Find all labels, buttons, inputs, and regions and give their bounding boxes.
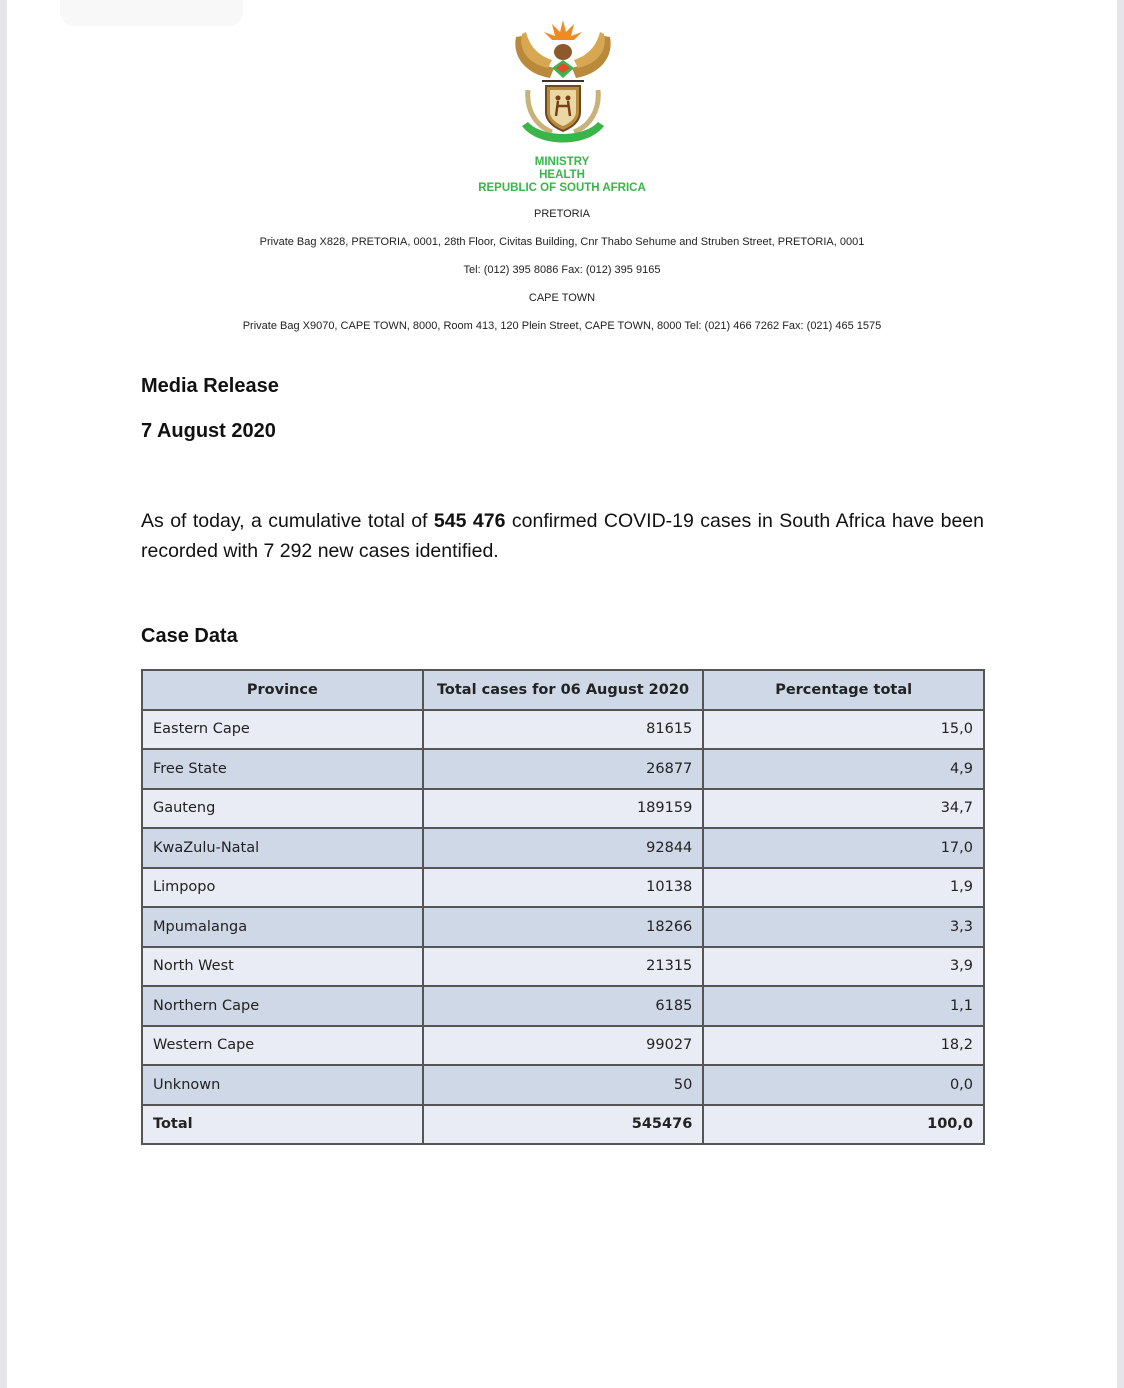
table-header-row: [142, 670, 984, 710]
percentage-cell: 3,3: [703, 907, 984, 947]
province-cell: Free State: [142, 749, 423, 789]
cases-cell: 189159: [423, 789, 704, 829]
summary-text-end: confirmed COVID-19 cases in South Africa have been recorded with 7 292 new cases identified.: [141, 510, 984, 562]
total-cases-cell: 545476: [423, 1105, 704, 1145]
capetown-label: CAPE TOWN: [528, 292, 596, 304]
province-cell: Western Cape: [142, 1026, 423, 1066]
table-row: [142, 986, 984, 1026]
cases-cell: 92844: [423, 828, 704, 868]
percentage-cell: 34,7: [703, 789, 984, 829]
case-data-heading: Case Data: [141, 625, 238, 647]
viewer-toolbar-pill: [60, 0, 243, 26]
case-data-table: [141, 669, 985, 1145]
province-cell: Gauteng: [142, 789, 423, 829]
cases-cell: 21315: [423, 947, 704, 987]
province-cell: Limpopo: [142, 868, 423, 908]
cases-cell: 18266: [423, 907, 704, 947]
table-row: [142, 789, 984, 829]
pretoria-contact: Tel: (012) 395 8086 Fax: (012) 395 9165: [463, 264, 661, 276]
table-row: [142, 1065, 984, 1105]
table-total-row: [142, 1105, 984, 1145]
province-cell: Unknown: [142, 1065, 423, 1105]
cumulative-total: 545 476: [433, 510, 506, 532]
release-title: Media Release: [141, 375, 279, 397]
total-percentage-cell: 100,0: [703, 1105, 984, 1145]
province-cell: Northern Cape: [142, 986, 423, 1026]
table-row: [142, 868, 984, 908]
table-row: [142, 1026, 984, 1066]
table-row: [142, 947, 984, 987]
cases-cell: 81615: [423, 710, 704, 750]
summary-paragraph: [141, 506, 984, 566]
ministry-line-2: HEALTH: [539, 169, 585, 181]
province-cell: Mpumalanga: [142, 907, 423, 947]
column-header-province: Province: [142, 670, 423, 710]
ministry-line-3: REPUBLIC OF SOUTH AFRICA: [478, 182, 646, 194]
percentage-cell: 17,0: [703, 828, 984, 868]
pretoria-address: Private Bag X828, PRETORIA, 0001, 28th Floor, Civitas Building, Cnr Thabo Sehume and Struben Street, PRETORIA, 0001: [259, 236, 865, 248]
table-row: [142, 907, 984, 947]
cases-cell: 99027: [423, 1026, 704, 1066]
cases-cell: 50: [423, 1065, 704, 1105]
table-row: [142, 828, 984, 868]
percentage-cell: 15,0: [703, 710, 984, 750]
column-header-total-cases: Total cases for 06 August 2020: [423, 670, 704, 710]
province-cell: Eastern Cape: [142, 710, 423, 750]
percentage-cell: 1,1: [703, 986, 984, 1026]
coat-of-arms-icon: [508, 12, 618, 152]
percentage-cell: 18,2: [703, 1026, 984, 1066]
cases-cell: 26877: [423, 749, 704, 789]
release-date: 7 August 2020: [141, 420, 276, 442]
table-row: [142, 710, 984, 750]
summary-text-start: As of today, a cumulative total of: [141, 510, 434, 532]
province-cell: North West: [142, 947, 423, 987]
total-label-cell: Total: [142, 1105, 423, 1145]
column-header-percentage: Percentage total: [703, 670, 984, 710]
capetown-address: Private Bag X9070, CAPE TOWN, 8000, Room 413, 120 Plein Street, CAPE TOWN, 8000 Tel: (021) 466 7262 Fax: (021) 465 1575: [242, 320, 882, 332]
table-row: [142, 749, 984, 789]
province-cell: KwaZulu-Natal: [142, 828, 423, 868]
cases-cell: 6185: [423, 986, 704, 1026]
percentage-cell: 1,9: [703, 868, 984, 908]
percentage-cell: 3,9: [703, 947, 984, 987]
percentage-cell: 4,9: [703, 749, 984, 789]
ministry-line-1: MINISTRY: [534, 156, 590, 168]
pretoria-label: PRETORIA: [533, 208, 591, 220]
cases-cell: 10138: [423, 868, 704, 908]
percentage-cell: 0,0: [703, 1065, 984, 1105]
